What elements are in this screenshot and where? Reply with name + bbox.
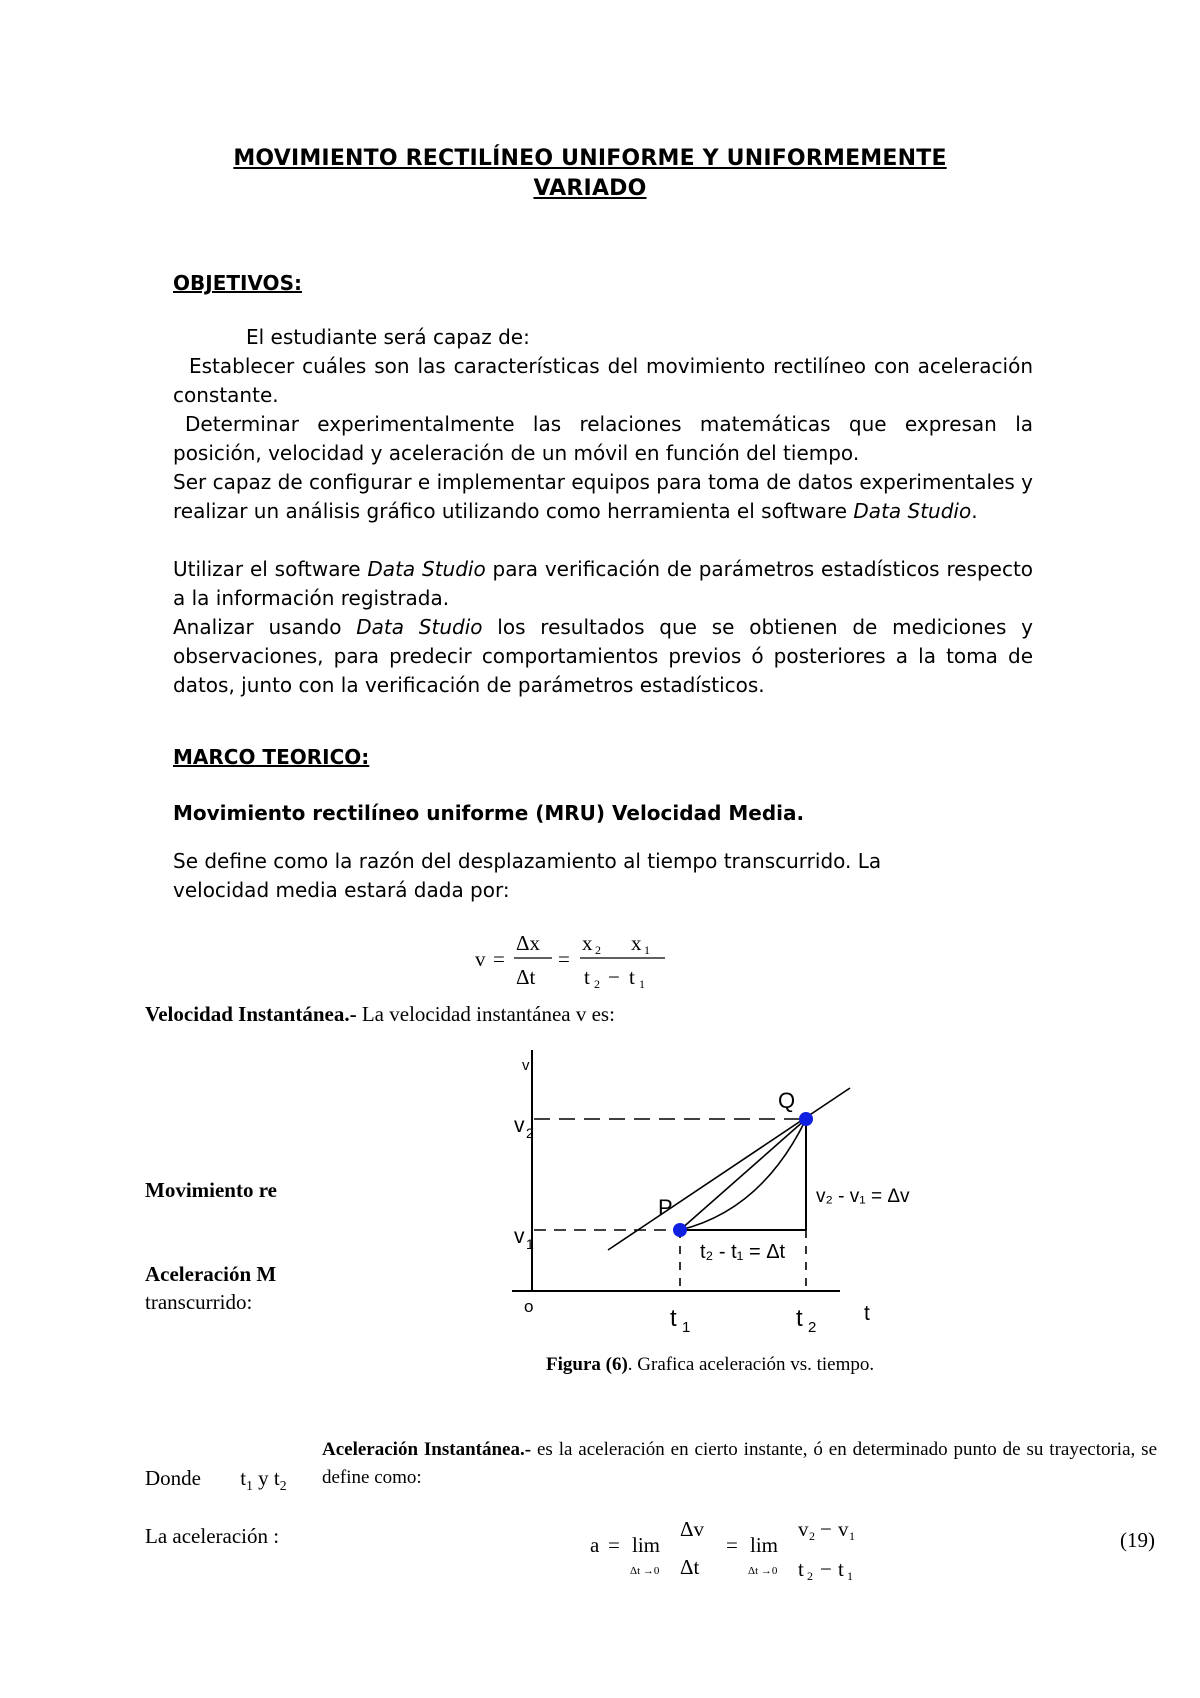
- objective-item: Analizar usando Data Studio los resultados que se obtienen de mediciones y observaciones, para predecir comportamientos previos ó posteriores a la toma de datos, junto con la verificación de parámetros estadísticos.: [173, 615, 1033, 697]
- svg-text:1: 1: [682, 1319, 691, 1336]
- aceleracion-partial-text: Aceleración M: [145, 1262, 277, 1286]
- eq-sub2: 2: [595, 943, 601, 957]
- eq-t1: t: [629, 965, 635, 989]
- origin-label: o: [524, 1297, 534, 1316]
- t2-label: t: [796, 1305, 803, 1332]
- eq-equals: =: [493, 947, 505, 971]
- inst-accel-paragraph: [322, 1436, 1157, 1492]
- eq-dx: Δx: [516, 931, 541, 955]
- eq-minus: −: [608, 965, 620, 989]
- svg-text:lim: lim: [632, 1533, 661, 1557]
- svg-text:v: v: [798, 1517, 809, 1541]
- eq-t-sub2: 2: [594, 977, 600, 991]
- svg-text:1: 1: [849, 1529, 855, 1543]
- theory-heading: MARCO TEORICO:: [173, 745, 370, 769]
- svg-text:v: v: [838, 1517, 849, 1541]
- point-q: [799, 1112, 813, 1126]
- axis-t-label: t: [864, 1302, 870, 1325]
- svg-text:2: 2: [808, 1319, 817, 1336]
- svg-text:1: 1: [847, 1569, 853, 1583]
- t1-label: t: [670, 1305, 677, 1332]
- inst-accel-text: es la aceleración en cierto instante, ó en determinado punto de su trayectoria, se define como:: [322, 1439, 1157, 1488]
- title-line-2: VARIADO: [533, 176, 647, 201]
- figure-caption: Figura (6). Grafica aceleración vs. tiempo.: [546, 1354, 875, 1375]
- point-p: [673, 1223, 687, 1237]
- donde-line: Donde $t_1$ y $t_2$: [145, 1466, 287, 1494]
- software-name: Data Studio: [367, 557, 486, 581]
- inst-velocity-text: La velocidad instantánea v es:: [361, 1002, 615, 1026]
- svg-text:1: 1: [526, 1236, 534, 1252]
- svg-text:Δt →0: Δt →0: [748, 1565, 778, 1577]
- objectives-intro: El estudiante será capaz de:: [246, 325, 530, 349]
- svg-text:−: −: [820, 1557, 832, 1581]
- svg-text:t: t: [838, 1557, 844, 1581]
- point-p-label: P: [658, 1195, 673, 1220]
- velocity-time-graph: [500, 1050, 1000, 1350]
- mru-heading: Movimiento rectilíneo uniforme (MRU) Velocidad Media.: [173, 801, 805, 825]
- point-q-label: Q: [778, 1088, 796, 1113]
- eq-t2: t: [584, 965, 590, 989]
- objective-item: Determinar experimentalmente las relaciones matemáticas que expresan la posición, velocidad y aceleración de un móvil en función del tiempo.: [173, 412, 1033, 465]
- svg-text:lim: lim: [750, 1533, 779, 1557]
- page-title: [170, 144, 1010, 204]
- eq-t-sub1: 1: [639, 977, 645, 991]
- inst-accel-label: Aceleración Instantánea.-: [322, 1439, 532, 1460]
- acceleration-equation: [580, 1510, 880, 1590]
- svg-text:2: 2: [809, 1529, 815, 1543]
- transcurrido-text: transcurrido:: [145, 1290, 253, 1314]
- secant-line: [680, 1119, 806, 1230]
- svg-text:2: 2: [807, 1569, 813, 1583]
- axis-v-label: v: [522, 1057, 530, 1074]
- eq-v: v: [475, 947, 486, 971]
- software-name: Data Studio: [853, 499, 972, 523]
- svg-text:2: 2: [526, 1125, 534, 1141]
- svg-text:=: =: [608, 1533, 620, 1557]
- svg-text:Δt →0: Δt →0: [630, 1565, 660, 1577]
- objectives-heading: OBJETIVOS:: [173, 271, 302, 295]
- eq-sub1: 1: [644, 943, 650, 957]
- objective-item: Ser capaz de configurar e implementar equipos para toma de datos experimentales y realizar un análisis gráfico utilizando como herramienta el software Data Studio.: [173, 470, 1033, 523]
- movimiento-re-text: Movimiento re: [145, 1178, 277, 1202]
- eq-dt: Δt: [516, 965, 536, 989]
- svg-text:a: a: [590, 1533, 600, 1557]
- software-name: Data Studio: [356, 615, 483, 639]
- v2-label: v: [514, 1114, 525, 1137]
- svg-text:t: t: [798, 1557, 804, 1581]
- svg-text:Δv: Δv: [680, 1517, 705, 1541]
- dt-label: t₂ - t₁ = Δt: [700, 1241, 786, 1263]
- svg-text:−: −: [820, 1517, 832, 1541]
- v1-label: v: [514, 1225, 525, 1248]
- svg-text:=: =: [726, 1533, 738, 1557]
- objective-item: Utilizar el software Data Studio para verificación de parámetros estadísticos respecto a la información registrada.: [173, 557, 1034, 610]
- inst-velocity-label: Velocidad Instantánea.-: [145, 1002, 357, 1026]
- svg-text:Δt: Δt: [680, 1555, 700, 1579]
- la-aceleracion-text: La aceleración :: [145, 1524, 280, 1548]
- objective-item: Establecer cuáles son las características del movimiento rectilíneo con aceleración constante.: [173, 354, 1033, 407]
- eq-equals-2: =: [558, 947, 570, 971]
- dv-label: v₂ - v₁ = Δv: [816, 1186, 910, 1207]
- mru-text: Se define como la razón del desplazamiento al tiempo transcurrido. La velocidad media estará dada por:: [173, 849, 882, 902]
- inst-velocity-line: [145, 1002, 615, 1027]
- mean-velocity-equation: [460, 920, 680, 992]
- tangent-line: [608, 1088, 850, 1250]
- eq-x2: x: [582, 931, 593, 955]
- equation-number: (19): [1120, 1528, 1155, 1552]
- title-line-1: MOVIMIENTO RECTILÍNEO UNIFORME Y UNIFORMEMENTE: [233, 146, 947, 171]
- eq-x1: x: [631, 931, 642, 955]
